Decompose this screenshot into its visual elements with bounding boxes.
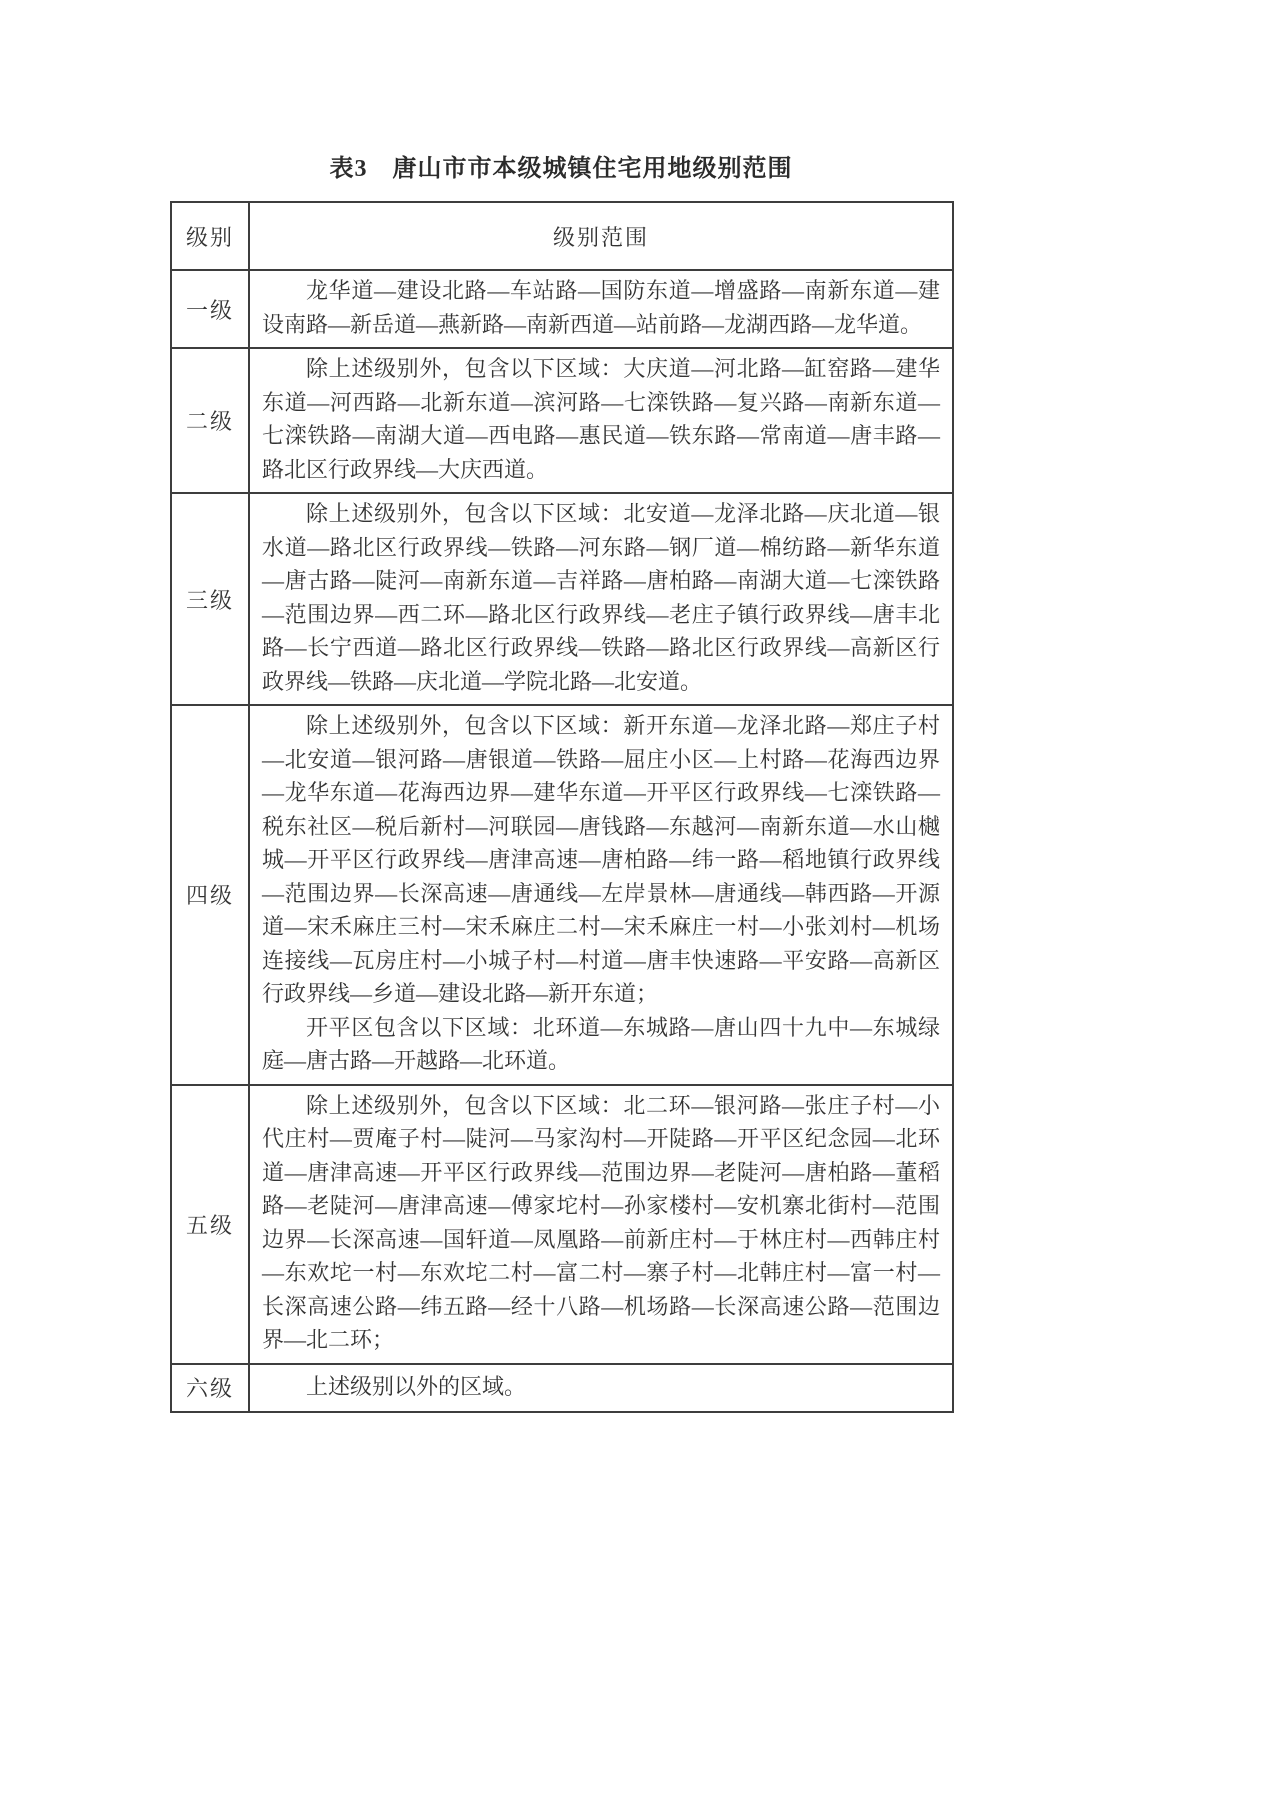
range-cell — [249, 1085, 953, 1364]
grade-label: 三级 — [171, 493, 249, 705]
grade-label: 五级 — [171, 1085, 249, 1364]
range-cell — [249, 705, 953, 1085]
range-paragraph: 上述级别以外的区域。 — [306, 1373, 527, 1399]
range-paragraph: 除上述级别外，包含以下区域：新开东道—龙泽北路—郑庄子村—北安道—银河路—唐银道—铁路—屈庄小区—上村路—花海西边界—龙华东道—花海西边界—建华东道—开平区行政界线—七滦铁路—税东社区—税后新村—河联园—唐钱路—东越河—南新东道—水山樾城—开平区行政界线—唐津高速—唐柏路—纬一路—稻地镇行政界线—范围边界—长深高速—唐通线—左岸景林—唐通线—韩西路—开源道—宋禾麻庄三村—宋禾麻庄二村—宋禾麻庄一村—小张刘村—机场连接线—瓦房庄村—小城子村—村道—唐丰快速路—平安路—高新区行政界线—乡道—建设北路—新开东道； — [262, 713, 940, 1006]
header-range: 级别范围 — [249, 202, 953, 270]
table-title: 表3 唐山市市本级城镇住宅用地级别范围 — [329, 156, 793, 182]
range-cell — [249, 270, 953, 348]
range-cell — [249, 348, 953, 493]
range-paragraph: 开平区包含以下区域：北环道—东城路—唐山四十九中—东城绿庭—唐古路—开越路—北环道。 — [262, 1014, 940, 1073]
grade-label: 四级 — [171, 705, 249, 1085]
table-row-grade-3 — [171, 493, 953, 705]
table-row-grade-1 — [171, 270, 953, 348]
grade-label: 二级 — [171, 348, 249, 493]
range-paragraph: 除上述级别外，包含以下区域：北二环—银河路—张庄子村—小代庄村—贾庵子村—陡河—马家沟村—开陡路—开平区纪念园—北环道—唐津高速—开平区行政界线—范围边界—老陡河—唐柏路—董稻路—老陡河—唐津高速—傅家坨村—孙家楼村—安机寨北街村—范围边界—长深高速—国轩道—凤凰路—前新庄村—于林庄村—西韩庄村—东欢坨一村—东欢坨二村—富二村—寨子村—北韩庄村—富一村—长深高速公路—纬五路—经十八路—机场路—长深高速公路—范围边界—北二环； — [262, 1092, 940, 1352]
grade-label: 六级 — [171, 1364, 249, 1413]
header-grade: 级别 — [171, 202, 249, 270]
table-row-grade-4 — [171, 705, 953, 1085]
range-cell — [249, 1364, 953, 1413]
table-header-row — [171, 202, 953, 270]
table-row-grade-6 — [171, 1364, 953, 1413]
table-row-grade-2 — [171, 348, 953, 493]
range-cell — [249, 493, 953, 705]
table-row-grade-5 — [171, 1085, 953, 1364]
grade-label: 一级 — [171, 270, 249, 348]
range-paragraph: 龙华道—建设北路—车站路—国防东道—增盛路—南新东道—建设南路—新岳道—燕新路—南新西道—站前路—龙湖西路—龙华道。 — [262, 278, 940, 337]
grade-range-table — [170, 201, 954, 1413]
range-paragraph: 除上述级别外，包含以下区域：大庆道—河北路—缸窑路—建华东道—河西路—北新东道—滨河路—七滦铁路—复兴路—南新东道—七滦铁路—南湖大道—西电路—惠民道—铁东路—常南道—唐丰路—路北区行政界线—大庆西道。 — [262, 356, 940, 482]
range-paragraph: 除上述级别外，包含以下区域：北安道—龙泽北路—庆北道—银水道—路北区行政界线—铁路—河东路—钢厂道—棉纺路—新华东道—唐古路—陡河—南新东道—吉祥路—唐柏路—南湖大道—七滦铁路—范围边界—西二环—路北区行政界线—老庄子镇行政界线—唐丰北路—长宁西道—路北区行政界线—铁路—路北区行政界线—高新区行政界线—铁路—庆北道—学院北路—北安道。 — [262, 501, 940, 694]
